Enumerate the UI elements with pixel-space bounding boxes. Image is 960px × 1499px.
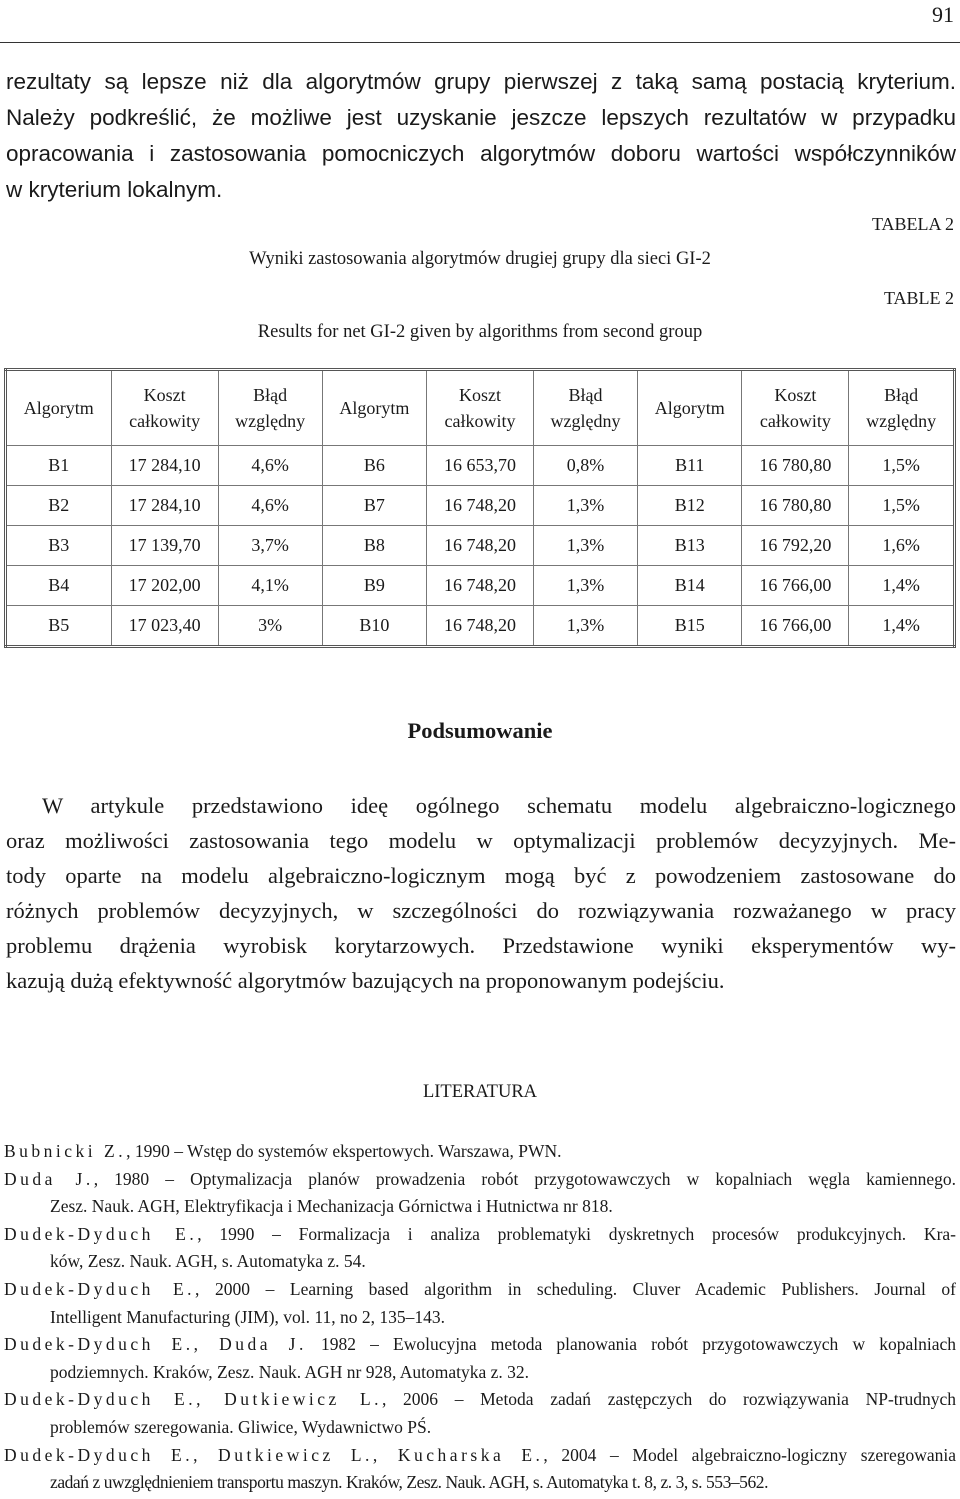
table-row: [6, 526, 955, 566]
header-algorithm: Algorytm: [638, 370, 742, 446]
table-cell: B4: [6, 566, 112, 606]
reference-item: [4, 1276, 956, 1331]
reference-author: Dudek-Dyduch E., Dutkiewicz L.: [4, 1389, 383, 1410]
reference-item: [4, 1331, 956, 1386]
section-title-summary: Podsumowanie: [407, 718, 553, 743]
table-cell: 16 766,00: [742, 566, 849, 606]
table-cell: 0,8%: [533, 446, 637, 486]
table-cell: 1,3%: [533, 606, 637, 647]
summary-paragraph: [6, 788, 956, 998]
header-total-cost: Koszt całkowity: [742, 370, 849, 446]
table-cell: 1,6%: [849, 526, 955, 566]
page-number: 91: [932, 2, 954, 27]
results-table: [4, 368, 956, 648]
reference-item: [4, 1138, 956, 1166]
table-cell: B10: [322, 606, 426, 647]
table-cell: 17 284,10: [111, 446, 218, 486]
text-line: kazują dużą efektywność algorytmów bazujących na proponowanym podejściu.: [6, 968, 725, 993]
table-cell: B9: [322, 566, 426, 606]
table-cell: B5: [6, 606, 112, 647]
table-caption-en: Results for net GI-2 given by algorithms from second group: [257, 322, 703, 342]
reference-text: ków, Zesz. Nauk. AGH, s. Automatyka z. 54.: [50, 1251, 366, 1272]
table-cell: B14: [638, 566, 742, 606]
table-label-pl: TABELA 2: [871, 214, 954, 234]
table-cell: 16 653,70: [426, 446, 533, 486]
reference-text: , 2006 – Metoda zadań zastępczych do rozwiązywania NP-trudnych: [382, 1389, 956, 1410]
reference-author: Bubnicki Z.: [4, 1141, 127, 1161]
table-cell: 4,6%: [218, 446, 322, 486]
reference-text: 1982 – Ewolucyjna metoda planowania robót przygotowawczych w kopalniach: [306, 1334, 957, 1355]
header-algorithm: Algorytm: [322, 370, 426, 446]
table-cell: 3,7%: [218, 526, 322, 566]
table-label-en: TABLE 2: [883, 288, 954, 308]
reference-author: Dudek-Dyduch E., Dutkiewicz L., Kucharska E.: [4, 1444, 544, 1465]
reference-text: zadań z uwzględnieniem transportu maszyn. Kraków, Zesz. Nauk. AGH, s. Automatyka t. 8, z. 3, s. 553–562.: [50, 1472, 769, 1493]
table-cell: B15: [638, 606, 742, 647]
reference-item: [4, 1386, 956, 1441]
table-cell: 1,5%: [849, 486, 955, 526]
table-cell: 17 202,00: [111, 566, 218, 606]
table-cell: B6: [322, 446, 426, 486]
text-line: w kryterium lokalnym.: [6, 177, 223, 202]
reference-author: Dudek-Dyduch E.: [4, 1223, 198, 1244]
section-title-literature: LITERATURA: [422, 1082, 538, 1102]
header-relative-error: Błąd względny: [849, 370, 955, 446]
reference-text: , 2004 – Model algebraiczno-logiczny szeregowania: [543, 1444, 956, 1465]
table-cell: 17 023,40: [111, 606, 218, 647]
table-cell: B12: [638, 486, 742, 526]
table-cell: 16 748,20: [426, 566, 533, 606]
table-cell: B8: [322, 526, 426, 566]
table-cell: 17 139,70: [111, 526, 218, 566]
header-relative-error: Błąd względny: [533, 370, 637, 446]
table-row: [6, 566, 955, 606]
table-cell: 1,4%: [849, 566, 955, 606]
intro-paragraph: [6, 64, 956, 208]
table-cell: 3%: [218, 606, 322, 647]
header-algorithm: Algorytm: [6, 370, 112, 446]
reference-author: Duda J.: [4, 1168, 94, 1189]
text-line: różnych problemów decyzyjnych, w szczególności do rozwiązywania rozważanego w pracy: [6, 898, 956, 923]
reference-text: , 2000 – Learning based algorithm in scheduling. Cluver Academic Publishers. Journal of: [195, 1278, 956, 1299]
table-cell: 16 748,20: [426, 486, 533, 526]
reference-author: Dudek-Dyduch E., Duda J.: [4, 1334, 307, 1355]
table-cell: B2: [6, 486, 112, 526]
table-cell: 1,4%: [849, 606, 955, 647]
table-cell: 16 748,20: [426, 526, 533, 566]
table-cell: 17 284,10: [111, 486, 218, 526]
text-line: rezultaty są lepsze niż dla algorytmów grupy pierwszej z taką samą postacią kryterium.: [6, 69, 956, 94]
reference-item: [4, 1442, 956, 1497]
reference-text: Intelligent Manufacturing (JIM), vol. 11, no 2, 135–143.: [50, 1306, 445, 1327]
table-cell: 1,3%: [533, 526, 637, 566]
table-cell: B11: [638, 446, 742, 486]
table-cell: B13: [638, 526, 742, 566]
reference-text: , 1990 – Formalizacja i analiza problematyki dyskretnych procesów produkcyjnych. Kra-: [197, 1223, 956, 1244]
reference-text: , 1980 – Optymalizacja planów prowadzenia robót przygotowawczych w kopalniach węgla kamiennego.: [93, 1168, 957, 1189]
table-cell: 16 766,00: [742, 606, 849, 647]
reference-text: Zesz. Nauk. AGH, Elektryfikacja i Mechanizacja Górnictwa i Hutnictwa nr 818.: [50, 1196, 613, 1217]
text-line: oraz możliwości zastosowania tego modelu w optymalizacji problemów decyzyjnych. Me-: [6, 828, 956, 853]
text-line: W artykule przedstawiono ideę ogólnego schematu modelu algebraiczno-logicznego: [42, 793, 956, 818]
table-cell: B3: [6, 526, 112, 566]
table-cell: 1,3%: [533, 486, 637, 526]
table-row: [6, 486, 955, 526]
reference-text: problemów szeregowania. Gliwice, Wydawnictwo PŚ.: [50, 1416, 432, 1437]
table-cell: 16 748,20: [426, 606, 533, 647]
text-line: Należy podkreślić, że możliwe jest uzyskanie jeszcze lepszych rezultatów w przypadku: [6, 105, 956, 130]
reference-text: , 1990 – Wstęp do systemów ekspertowych. Warszawa, PWN.: [126, 1141, 562, 1161]
table-cell: 1,3%: [533, 566, 637, 606]
text-line: problemu drążenia wyrobisk korytarzowych. Przedstawione wyniki eksperymentów wy-: [6, 933, 956, 958]
reference-text: podziemnych. Kraków, Zesz. Nauk. AGH nr 928, Automatyka z. 32.: [50, 1361, 530, 1382]
table-cell: 4,1%: [218, 566, 322, 606]
table-header-row: [6, 370, 955, 446]
table-cell: 4,6%: [218, 486, 322, 526]
table-cell: B1: [6, 446, 112, 486]
table-cell: 16 792,20: [742, 526, 849, 566]
table-row: [6, 606, 955, 647]
reference-list: [4, 1138, 956, 1497]
reference-author: Dudek-Dyduch E.: [4, 1278, 196, 1299]
header-rule: [0, 42, 960, 43]
table-cell: B7: [322, 486, 426, 526]
header-total-cost: Koszt całkowity: [426, 370, 533, 446]
reference-item: [4, 1221, 956, 1276]
text-line: tody oparte na modelu algebraiczno-logicznym mogą być z powodzeniem zastosowane do: [6, 863, 956, 888]
reference-item: [4, 1166, 956, 1221]
table-caption-pl: Wyniki zastosowania algorytmów drugiej grupy dla sieci GI-2: [249, 249, 711, 269]
header-relative-error: Błąd względny: [218, 370, 322, 446]
table-row: [6, 446, 955, 486]
table-cell: 16 780,80: [742, 446, 849, 486]
table-cell: 16 780,80: [742, 486, 849, 526]
table-cell: 1,5%: [849, 446, 955, 486]
header-total-cost: Koszt całkowity: [111, 370, 218, 446]
text-line: opracowania i zastosowania pomocniczych algorytmów doboru wartości współczynników: [6, 141, 956, 166]
